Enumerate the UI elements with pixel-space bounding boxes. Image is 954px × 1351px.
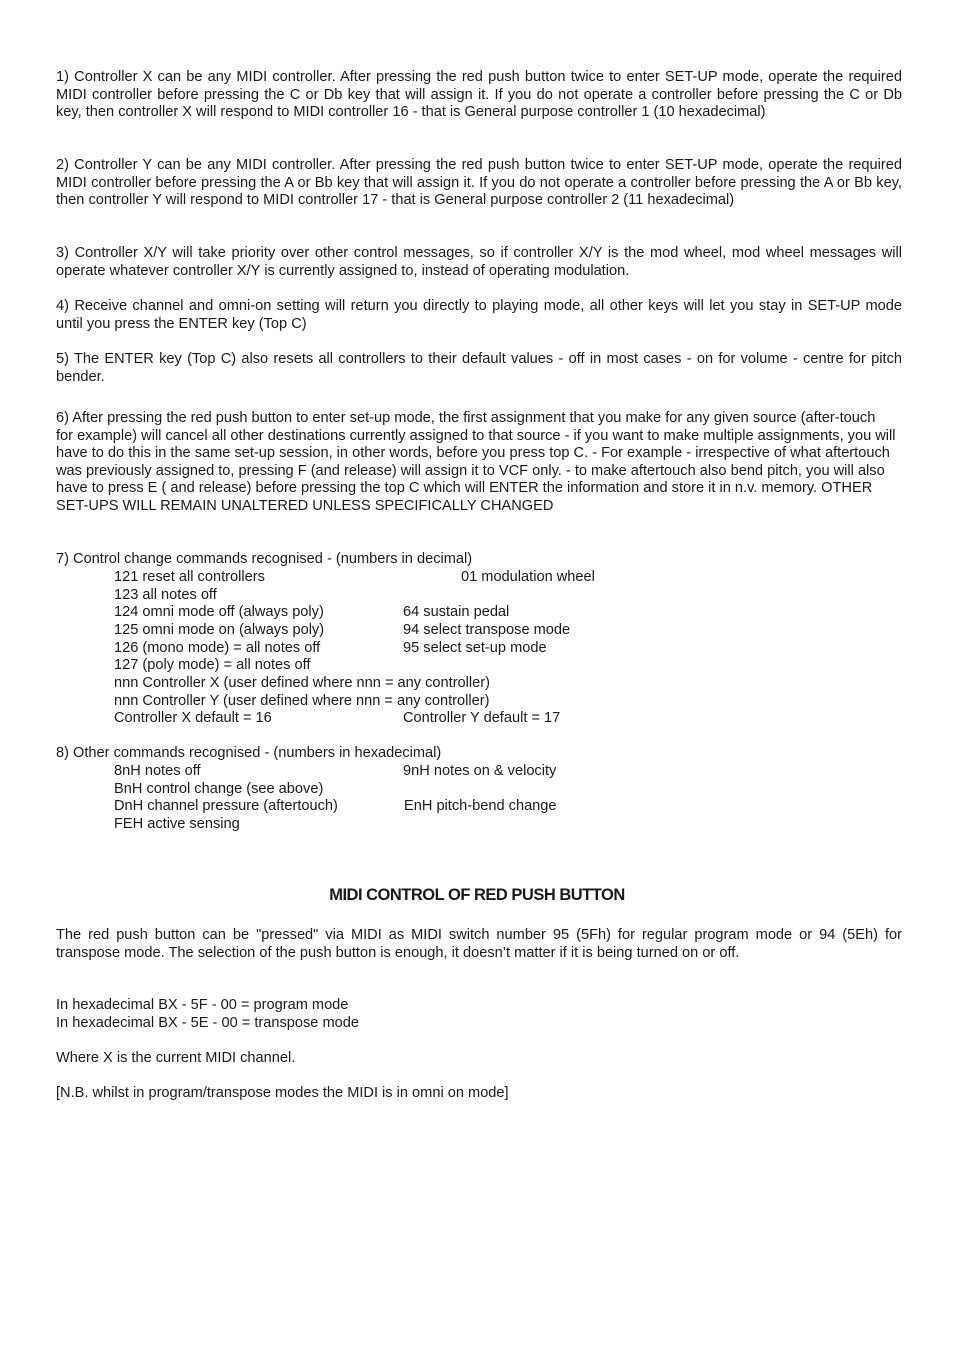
cc-item: 124 omni mode off (always poly) (114, 604, 324, 620)
note-1-paragraph: 1) Controller X can be any MIDI controller. After pressing the red push button twice to enter SET-UP mode, operate the required MIDI controller before pressing the C or Db key that will assign it. If you do not operate a controller before pressing the C or Db key, then controller X will respond to MIDI controller 16 - that is General purpose controller 1 (10 hexadecimal) (56, 69, 902, 121)
cc-item: 64 sustain pedal (403, 604, 510, 620)
cc-item: Controller Y default = 17 (403, 710, 561, 726)
command-item: DnH channel pressure (aftertouch) (114, 798, 338, 814)
note-6-paragraph: 6) After pressing the red push button to enter set-up mode, the first assignment that you make for any given source (after-touch for example) will cancel all other destinations currently assigned to that source - if you want to make multiple assignments, you will have to do this in the same set-up session, in other words, before you press top C. - For example - irrespective of what aftertouch was previously assigned to, pressing F (and release) will assign it to VCF only. - to make aftertouch also bend pitch, you will also have to press E ( and release) before pressing the top C which will ENTER the information and store it in n.v. memory. OTHER SET-UPS WILL REMAIN UNALTERED UNLESS SPECIFICALLY CHANGED (56, 410, 896, 514)
cc-item: 123 all notes off (114, 587, 217, 603)
note-5-paragraph: 5) The ENTER key (Top C) also resets all controllers to their default values - off in most cases - on for volume - centre for pitch bender. (56, 351, 902, 385)
note-4-paragraph: 4) Receive channel and omni-on setting will return you directly to playing mode, all other keys will let you stay in SET-UP mode until you press the ENTER key (Top C) (56, 298, 902, 332)
note-2-paragraph: 2) Controller Y can be any MIDI controller. After pressing the red push button twice to enter SET-UP mode, operate the required MIDI controller before pressing the A or Bb key that will assign it. If you do not operate a controller before pressing the A or Bb key, then controller Y will respond to MIDI controller 17 - that is General purpose controller 2 (11 hexadecimal) (56, 157, 902, 209)
hex-transpose-line: In hexadecimal BX - 5E - 00 = transpose mode (56, 1015, 359, 1031)
command-item: 9nH notes on & velocity (403, 763, 557, 779)
hex-program-line: In hexadecimal BX - 5F - 00 = program mode (56, 997, 349, 1013)
cc-item: 125 omni mode on (always poly) (114, 622, 325, 638)
channel-note-line: Where X is the current MIDI channel. (56, 1050, 296, 1066)
nb-note-line: [N.B. whilst in program/transpose modes the MIDI is in omni on mode] (56, 1085, 509, 1101)
cc-item: 121 reset all controllers (114, 569, 265, 585)
cc-item: 126 (mono mode) = all notes off (114, 640, 321, 656)
note-3-paragraph: 3) Controller X/Y will take priority over other control messages, so if controller X/Y is the mod wheel, mod wheel messages will operate whatever controller X/Y is currently assigned to, instead of operating modulation. (56, 245, 902, 279)
cc-item: 95 select set-up mode (403, 640, 547, 656)
cc-list-title: 7) Control change commands recognised - (numbers in decimal) (56, 551, 473, 567)
cc-item: nnn Controller Y (user defined where nnn = any controller) (114, 693, 490, 709)
cc-item: 127 (poly mode) = all notes off (114, 657, 311, 673)
command-item: 8nH notes off (114, 763, 201, 779)
cc-item: 01 modulation wheel (461, 569, 595, 585)
other-list-title: 8) Other commands recognised - (numbers in hexadecimal) (56, 745, 442, 761)
section-intro-paragraph: The red push button can be "pressed" via MIDI as MIDI switch number 95 (5Fh) for regular program mode or 94 (5Eh) for transpose mode. The selection of the push button is enough, it doesn’t matter if it is being turned on or off. (56, 927, 902, 961)
cc-item: 94 select transpose mode (403, 622, 571, 638)
command-item: BnH control change (see above) (114, 781, 324, 797)
section-heading: MIDI CONTROL OF RED PUSH BUTTON (329, 886, 625, 904)
cc-item: Controller X default = 16 (114, 710, 272, 726)
command-item: FEH active sensing (114, 816, 240, 832)
cc-item: nnn Controller X (user defined where nnn = any controller) (114, 675, 490, 691)
command-item: EnH pitch-bend change (404, 798, 557, 814)
